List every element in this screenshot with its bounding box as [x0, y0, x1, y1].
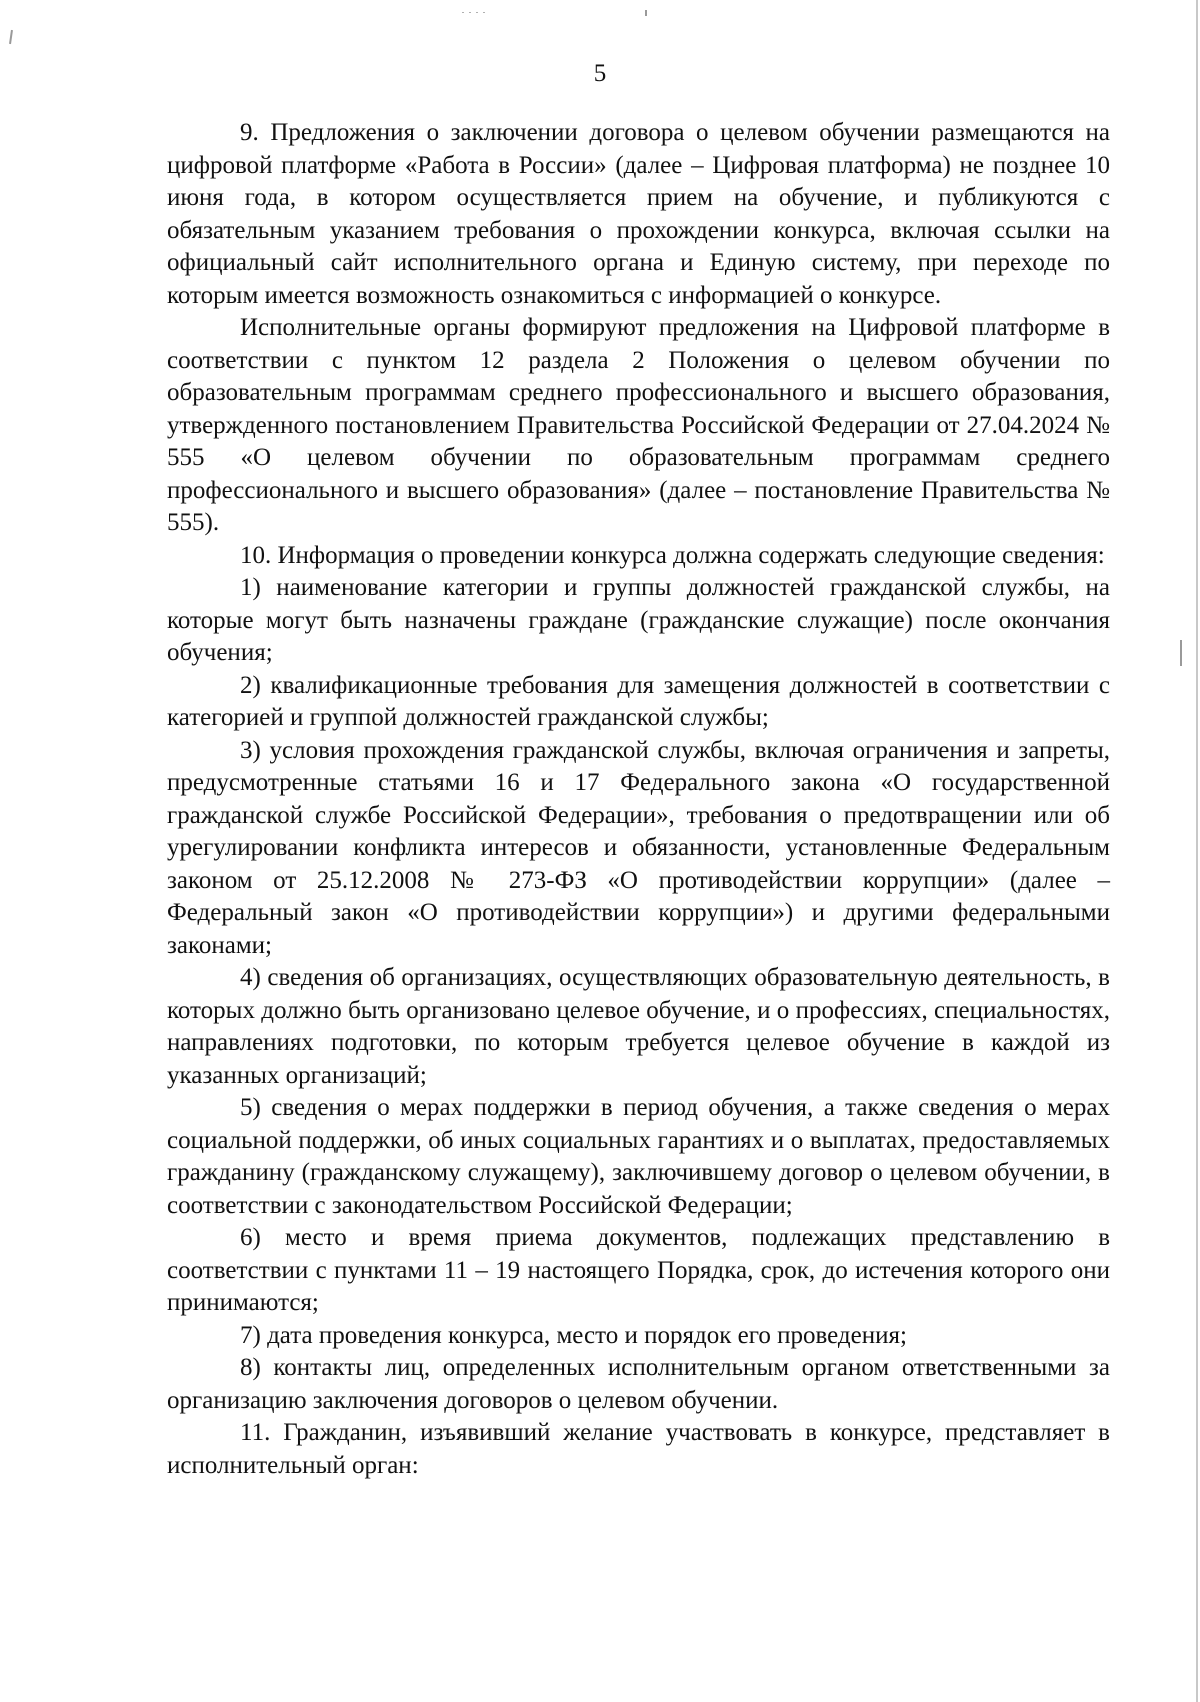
page-edge [1196, 0, 1198, 1702]
list-item: 6) место и время приема документов, подлежащих представлению в соответствии с пунктами 11 – 19 настоящего Порядка, срок, до истечения которого они принимаются; [167, 1224, 1110, 1316]
scan-artifact [462, 12, 486, 13]
page-number: 5 [593, 60, 607, 87]
list-item: 5) сведения о мерах поддержки в период обучения, а также сведения о мерах социальной поддержки, об иных социальных гарантиях и о выплатах, предоставляемых гражданину (гражданскому служащему), заключившему договор о целевом обучении, в соответствии с законодательством Российской Федерации; [167, 1094, 1110, 1219]
paragraph: 9. Предложения о заключении договора о целевом обучении размещаются на цифровой платформе «Работа в России» (далее – Цифровая платформа) не позднее 10 июня года, в котором осуществляется прием на обучение, и публикуются с обязательным указанием требования о прохождении конкурса, включая ссылки на официальный сайт исполнительного органа и Единую систему, при переходе по которым имеется возможность ознакомиться с информацией о конкурсе. [167, 119, 1110, 309]
list-item: 7) дата проведения конкурса, место и порядок его проведения; [240, 1321, 907, 1349]
list-item: 3) условия прохождения гражданской службы, включая ограничения и запреты, предусмотренные статьями 16 и 17 Федерального закона «О государственной гражданской службе Российской Федерации», требования о предотвращении или об урегулировании конфликта интересов и обязанности, установленные Федеральным законом от 25.12.2008 № 273-ФЗ «О противодействии коррупции» (далее – Федеральный закон «О противодействии коррупции») и другими федеральными законами; [167, 736, 1110, 959]
list-item: 8) контакты лиц, определенных исполнительным органом ответственными за организацию заключения договоров о целевом обучении. [167, 1354, 1110, 1414]
list-item: 1) наименование категории и группы должностей гражданской службы, на которые могут быть назначены граждане (гражданские служащие) после окончания обучения; [167, 574, 1110, 666]
list-item: 4) сведения об организациях, осуществляющих образовательную деятельность, в которых должно быть организовано целевое обучение, и о профессиях, специальностях, направлениях подготовки, по которым требуется целевое обучение в каждой из указанных организаций; [167, 964, 1110, 1089]
paragraph: 11. Гражданин, изъявивший желание участвовать в конкурсе, представляет в исполнительный орган: [167, 1419, 1110, 1479]
scan-artifact [1180, 640, 1182, 666]
scan-artifact [9, 30, 13, 44]
scan-artifact [645, 10, 647, 16]
document-body [167, 117, 1110, 1482]
list-item: 2) квалификационные требования для замещения должностей в соответствии с категорией и группой должностей гражданской службы; [167, 671, 1110, 731]
paragraph: 10. Информация о проведении конкурса должна содержать следующие сведения: [240, 541, 1105, 569]
paragraph: Исполнительные органы формируют предложения на Цифровой платформе в соответствии с пунктом 12 раздела 2 Положения о целевом обучении по образовательным программам среднего профессионального и высшего образования, утвержденного постановлением Правительства Российской Федерации от 27.04.2024 № 555 «О целевом обучении по образовательным программам среднего профессионального и высшего образования» (далее – постановление Правительства № 555). [167, 314, 1110, 536]
